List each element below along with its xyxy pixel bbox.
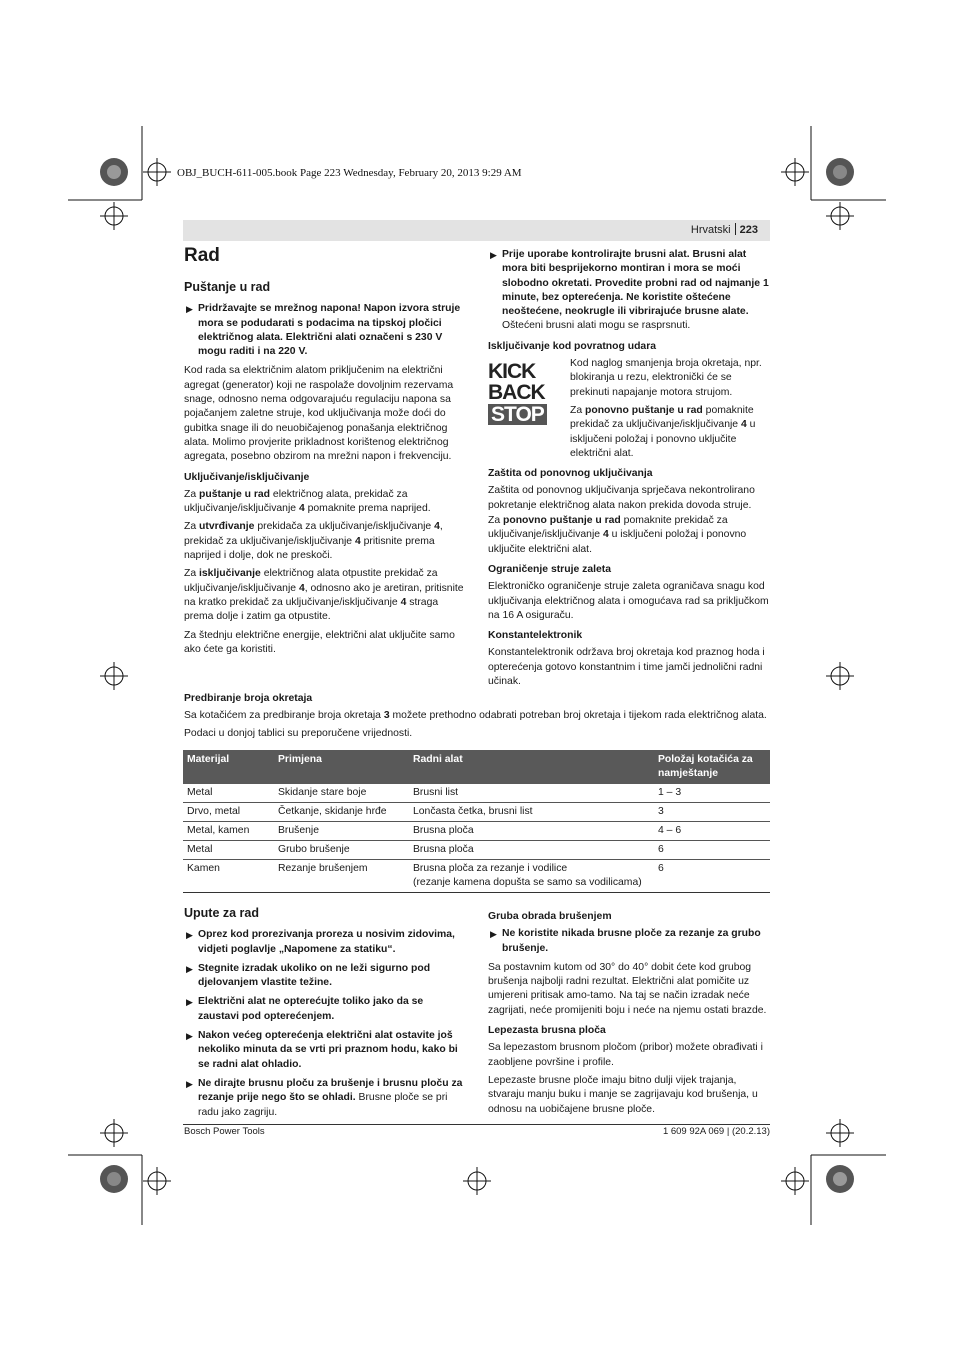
gruba-bullet: ▶ Ne koristite nikada brusne ploče za rezanje za grubo brušenje. [490, 928, 761, 954]
page-header-bar [183, 220, 770, 241]
work-instructions [184, 906, 467, 1125]
upute-heading: Upute za rad [184, 906, 260, 920]
section-title: Rad [184, 245, 220, 266]
table-header-cell: Primjena [274, 750, 409, 784]
table-cell: Brusna ploča za rezanje i vodilice (rezanje kamena dopušta se samo sa vodilicama) [409, 860, 654, 893]
restart-protection-paragraph: Zaštita od ponovnog uključivanja sprječava nekontrolirano pokretanje električnog alata nakon prekida dovoda struje. [488, 485, 755, 511]
table-cell: Rezanje brušenjem [274, 860, 409, 893]
print-slug: OBJ_BUCH-611-005.book Page 223 Wednesday, February 20, 2013 9:29 AM [177, 167, 522, 179]
check-tool-bullet: ▶ Prije uporabe kontrolirajte brusni alat. Brusni alat mora biti besprijekorno montiran i mora se moći slobodno okretati. Provedite probni rad od najmanje 1 minute, bez opterećenja. Ne koristite oštećene neoštećene, neokrugle ili vibrirajuće brusne alate. Oštećeni brusni alati mogu se rasprsnuti. [490, 249, 769, 332]
table-header-cell: Materijal [183, 750, 274, 784]
table-header-cell: Radni alat [409, 750, 654, 784]
table-cell: 6 [654, 860, 770, 893]
restart-paragraph: Za ponovno puštanje u rad pomaknite prekidač za uključivanje/isključivanje 4 u isključeni položaj i ponovno uključite električni alat. [488, 515, 747, 555]
voltage-bullet: ▶ Pridržavajte se mrežnog napona! Napon izvora struje mora se podudarati s podacima na tipskoj pločici električnog alata. Električni alati označeni s 230 V mogu raditi i na 220 V. [186, 303, 461, 358]
table-cell: 3 [654, 803, 770, 822]
table-cell: Drvo, metal [183, 803, 274, 822]
rough-grinding [488, 904, 770, 1121]
instruction-bullet: ▶ Ne dirajte brusnu ploču za brušenje i brusnu ploču za rezanje prije nego što se ohladi. Brusne ploče se pri radu jako zagriju. [186, 1077, 463, 1118]
kickback-heading: Isključivanje kod povratnog udara [488, 340, 657, 352]
table-header-row [183, 750, 770, 784]
right-column [488, 248, 770, 693]
instruction-bullet: ▶ Nakon većeg opterećenja električni alat ostavite još nekoliko minuta da se vrti pri praznom hodu, kako bi se radni alat ohladio. [186, 1030, 458, 1070]
table-row [183, 822, 770, 841]
lepezasta-heading: Lepezasta brusna ploča [488, 1025, 606, 1037]
table-cell: Brusna ploča [409, 841, 654, 860]
header-language: Hrvatski [690, 224, 731, 236]
gruba-paragraph: Sa postavnim kutom od 30° do 40° dobit ćete kod grubog brušenja najbolji radni rezultat. Električni alat pomičite uz umjereni pritisak amo-tamo. Na taj se način izradak neće zagrijati, neće promijeniti boju i neće na njemu ostati brazde. [488, 961, 767, 1016]
footer-rule [183, 1124, 770, 1125]
pustanje-heading: Puštanje u rad [184, 280, 271, 294]
table-cell: Metal [183, 784, 274, 803]
table-row [183, 841, 770, 860]
instruction-bullet: ▶ Oprez kod prorezivanja proreza u nosivim zidovima, vidjeti poglavlje „Napomene za statiku“. [186, 929, 455, 955]
konstantelektronik-heading: Konstantelektronik [488, 630, 583, 642]
speed-line1: Sa kotačićem za predbiranje broja okretaja 3 možete prethodno odabrati potreban broj okretaja i tijekom rada električnog alata. [184, 710, 767, 722]
current-limit-paragraph: Elektroničko ograničenje struje zaleta ograničava snagu kod uključivanja električnog alata i omogućava rad sa priključkom na 16 A osiguraču. [488, 581, 769, 621]
ukljucivanje-heading: Uključivanje/isključivanje [184, 471, 310, 483]
footer-brand: Bosch Power Tools [184, 1126, 265, 1137]
table-cell: Četkanje, skidanje hrđe [274, 803, 409, 822]
table-cell: 4 – 6 [654, 822, 770, 841]
kickback-restart-paragraph: Za ponovno puštanje u rad pomaknite prekidač za uključivanje/isključivanje 4 u isključeni položaj i ponovno uključite električni alat. [570, 404, 756, 459]
table-cell: 1 – 3 [654, 784, 770, 803]
table-cell: Lončasta četka, brusni list [409, 803, 654, 822]
page-header-text [691, 223, 758, 236]
kickback-paragraph: Kod naglog smanjenja broja okretaja, npr. blokiranja u rezu, elektronički će se prekinuti napajanje motora strujom. [570, 358, 762, 398]
table-row [183, 860, 770, 893]
restart-protection-heading: Zaštita od ponovnog uključivanja [488, 468, 653, 480]
lepezasta-paragraph-1: Sa lepezastom brusnom pločom (pribor) možete obrađivati i zaobljene površine i profile. [488, 1042, 763, 1068]
table-header-cell: Položaj kotačića za namještanje [654, 750, 770, 784]
switch-off-paragraph: Za isključivanje električnog alata otpustite prekidač za uključivanje/isključivanje 4, odnosno ako je aretiran, pritisnite na kratko prekidač za uključivanje/isključivanje 4 straga prema dolje i zatim ga otpustite. [184, 568, 464, 623]
switch-lock-paragraph: Za utvrđivanje prekidača za uključivanje/isključivanje 4, prekidač za uključivanje/isključivanje 4 pritisnite prema naprijed i dolje, dok ne preskoči. [184, 521, 443, 562]
generator-paragraph: Kod rada sa električnim alatom priključenim na električni agregat (generator) koji ne raspolaže dovoljnim rezervama snage, odnosno nema odgovarajuću regulaciju napona sa pojačanjem zaletne struje, kod uključivanja može doći do gubitka snage ili do neuobičajenog ponašanja električnog alata. Molimo provjerite prikladnost korištenog električnog agregata, posebno obzirom na mrežni napon i frekvenciju. [184, 365, 454, 463]
table-cell: Brusni list [409, 784, 654, 803]
table-cell: 6 [654, 841, 770, 860]
table-cell: Brusna ploča [409, 822, 654, 841]
table-cell: Grubo brušenje [274, 841, 409, 860]
current-limit-heading: Ograničenje struje zaleta [488, 563, 612, 575]
gruba-heading: Gruba obrada brušenjem [488, 911, 612, 922]
energy-paragraph: Za štednju električne energije, električni alat uključite samo ako ćete ga koristiti. [184, 629, 455, 655]
table-cell: Metal [183, 841, 274, 860]
speed-line2: Podaci u donjoj tablici su preporučene vrijednosti. [184, 727, 413, 739]
footer-code: 1 609 92A 069 | (20.2.13) [662, 1126, 770, 1137]
speed-section [184, 690, 774, 745]
kickback-block [488, 357, 770, 461]
switch-on-paragraph: Za puštanje u rad električnog alata, prekidač za uključivanje/isključivanje 4 pomaknite prema naprijed. [184, 488, 431, 515]
table-row [183, 803, 770, 822]
instruction-bullet: ▶ Stegnite izradak ukoliko on ne leži sigurno pod djelovanjem vlastite težine. [186, 962, 431, 989]
speed-table [183, 750, 770, 893]
table-cell: Brušenje [274, 822, 409, 841]
header-page-number: 223 [739, 224, 758, 236]
instruction-bullet: ▶ Električni alat ne opterećujte toliko jako da se zaustavi pod opterećenjem. [186, 996, 424, 1022]
table-row [183, 784, 770, 803]
kickback-stop-logo: KICK BACK STOP [488, 361, 556, 426]
lepezasta-paragraph-2: Lepezaste brusne ploče imaju bitno dulji vijek trajanja, stvaraju manju buku i manje se zagrijavaju kod brušenja, u odnosu na uobičajene brusne ploče. [488, 1074, 758, 1115]
table-cell: Skidanje stare boje [274, 784, 409, 803]
left-column [184, 280, 467, 661]
table-cell: Kamen [183, 860, 274, 893]
speed-heading: Predbiranje broja okretaja [184, 693, 313, 704]
table-cell: Metal, kamen [183, 822, 274, 841]
konstantelektronik-paragraph: Konstantelektronik održava broj okretaja kod praznog hoda i opterećenja gotovo konstantnim i time jamči jednolični radni učinak. [488, 647, 765, 688]
